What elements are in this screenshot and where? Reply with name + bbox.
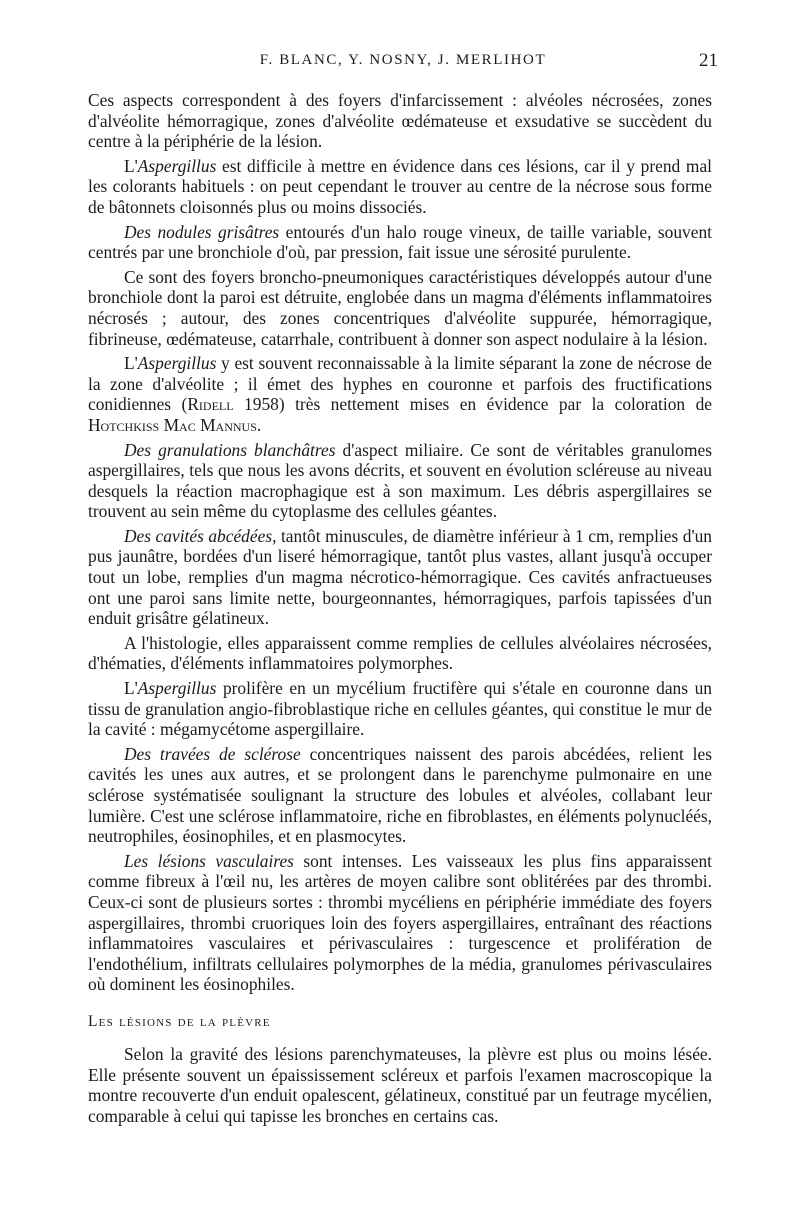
paragraph-histologie bbox=[88, 633, 712, 674]
paragraph-granulations bbox=[88, 440, 712, 522]
paragraph-text: . bbox=[256, 414, 262, 435]
paragraph-lead: L' bbox=[124, 678, 138, 699]
paragraph-text: entourés d'un halo rouge vineux, de taille variable, souvent centrés par une bronchiole d'où, par pression, fait issue une sérosité purulente. bbox=[88, 221, 712, 263]
italic-term: Des travées de sclérose bbox=[124, 743, 301, 764]
italic-term: Aspergillus bbox=[137, 353, 217, 374]
paragraph-text: A l'histologie, elles apparaissent comme remplies de cellules alvéolaires nécrosées, d'hématies, d'éléments inflammatoires polymorphes. bbox=[88, 632, 712, 674]
paragraph-plevre bbox=[88, 1044, 712, 1126]
paragraph-text: 1958) très nettement mises en évidence par la coloration de bbox=[233, 394, 712, 415]
paragraph-broncho-pneumonic bbox=[88, 267, 712, 349]
paragraph-lead: L' bbox=[124, 155, 138, 176]
italic-term: Aspergillus bbox=[137, 678, 217, 699]
italic-term: Aspergillus bbox=[137, 155, 217, 176]
italic-term: Des nodules grisâtres bbox=[124, 221, 280, 242]
paragraph-text: sont intenses. Les vaisseaux les plus fins apparaissent comme fibreux à l'œil nu, les artères de moyen calibre sont oblitérées par des thrombi. Ceux-ci sont de plusieurs sortes : thrombi mycéliens en périphérie immédiate des foyers aspergillaires, thrombi cruoriques loin des foyers aspergillaires, entraînant des réactions inflammatoires vasculaires et périvasculaires : turgescence et prolifération de l'endothélium, infiltrats cellulaires polymorphes de la média, granulomes périvasculaires où dominent les éosinophiles. bbox=[88, 850, 712, 995]
paragraph-text: tantôt minuscules, de diamètre inférieur à 1 cm, remplies d'un pus jaunâtre, bordées d'un liseré hémorragique, tantôt plus vastes, allant jusqu'à occuper tout un lobe, remplies d'un magma nécrotico-hémorragique. Ces cavités anfractueuses ont une paroi sans limite nette, bourgeonnantes, hémorragiques, parfois tapissées d'un enduit grisâtre gélatineux. bbox=[88, 525, 712, 629]
paragraph-cavites bbox=[88, 526, 712, 629]
paragraph-lead: L' bbox=[124, 353, 138, 374]
stain-name: Hotchkiss Mac Mannus bbox=[88, 414, 257, 435]
author-name: Ridell bbox=[187, 394, 234, 415]
paragraph-text: y est souvent reconnaissable à la limite séparant la zone de nécrose de la zone d'alvéolite ; il émet des hyphes en couronne et parfois des fructifications conidiennes ( bbox=[88, 353, 712, 415]
paragraph-vasculaires bbox=[88, 851, 712, 995]
paragraph-aspergillus-evidence bbox=[88, 156, 712, 218]
paragraph-text: est difficile à mettre en évidence dans ces lésions, car il y prend mal les colorants habituels : on peut cependant le trouver au centre de la nécrose sous forme de bâtonnets cloisonnés plus ou moins dissociés. bbox=[88, 155, 712, 217]
paragraph-text: Selon la gravité des lésions parenchymateuses, la plèvre est plus ou moins lésée. Elle présente souvent un épaississement scléreux et parfois l'examen macroscopique la montre recouverte d'un enduit opalescent, gélatineux, constitué par un feutrage mycélien, comparable à celui qui tapisse les bronches en certains cas. bbox=[88, 1043, 712, 1126]
page-body bbox=[88, 90, 712, 1130]
italic-term: Des granulations blanchâtres bbox=[124, 439, 336, 460]
paragraph-aspergillus-limit bbox=[88, 353, 712, 435]
paragraph-text: concentriques naissent des parois abcédées, relient les cavités les unes aux autres, et se prolongent dans le parenchyme pulmonaire en une sclérose systématisée soulignant la structure des lobules et alvéoles, collabant leur lumière. C'est une sclérose inflammatoire, riche en fibroblastes, en éléments polynucléés, neutrophiles, éosinophiles, et en plasmocytes. bbox=[88, 743, 713, 847]
paragraph-text: prolifère en un mycélium fructifère qui s'étale en couronne dans un tissu de granulation angio-fibroblastique riche en cellules géantes, qui constitue le mur de la cavité : mégamycétome aspergillaire. bbox=[88, 678, 712, 740]
italic-term: Des cavités abcédées, bbox=[124, 525, 277, 546]
paragraph-infarcissement bbox=[88, 90, 712, 152]
paragraph-aspergillus-mycelium bbox=[88, 678, 712, 740]
running-head: F. BLANC, Y. NOSNY, J. MERLIHOT bbox=[259, 52, 547, 68]
page-header bbox=[88, 50, 718, 74]
paragraph-text: d'aspect miliaire. Ce sont de véritables granulomes aspergillaires, tels que nous les avons décrits, et souvent en évolution scléreuse au niveau desquels la réaction macrophagique est à son maximum. Les débris aspergillaires se trouvent au sein même du cytoplasme des cellules géantes. bbox=[88, 439, 713, 522]
paragraph-sclerose bbox=[88, 744, 712, 847]
paragraph-text: Ce sont des foyers broncho-pneumoniques caractéristiques développés autour d'une bronchiole dont la paroi est détruite, englobée dans un magma d'éléments inflammatoires nécrosés ; autour, des zones concentriques d'alvéolite suppurée, hémorragique, fibrineuse, œdémateuse, catarrhale, contribuent à donner son aspect nodulaire à la lésion. bbox=[88, 266, 712, 349]
italic-term: Les lésions vasculaires bbox=[124, 850, 294, 871]
page-number: 21 bbox=[699, 50, 718, 71]
paragraph-text: Ces aspects correspondent à des foyers d'infarcissement : alvéoles nécrosées, zones d'alvéolite hémorragique, zones d'alvéolite œdémateuse et exsudative se succèdent du centre à la périphérie de la lésion. bbox=[88, 90, 712, 152]
section-heading: Les lésions de la plèvre bbox=[88, 1012, 271, 1030]
paragraph-nodules bbox=[88, 222, 712, 263]
